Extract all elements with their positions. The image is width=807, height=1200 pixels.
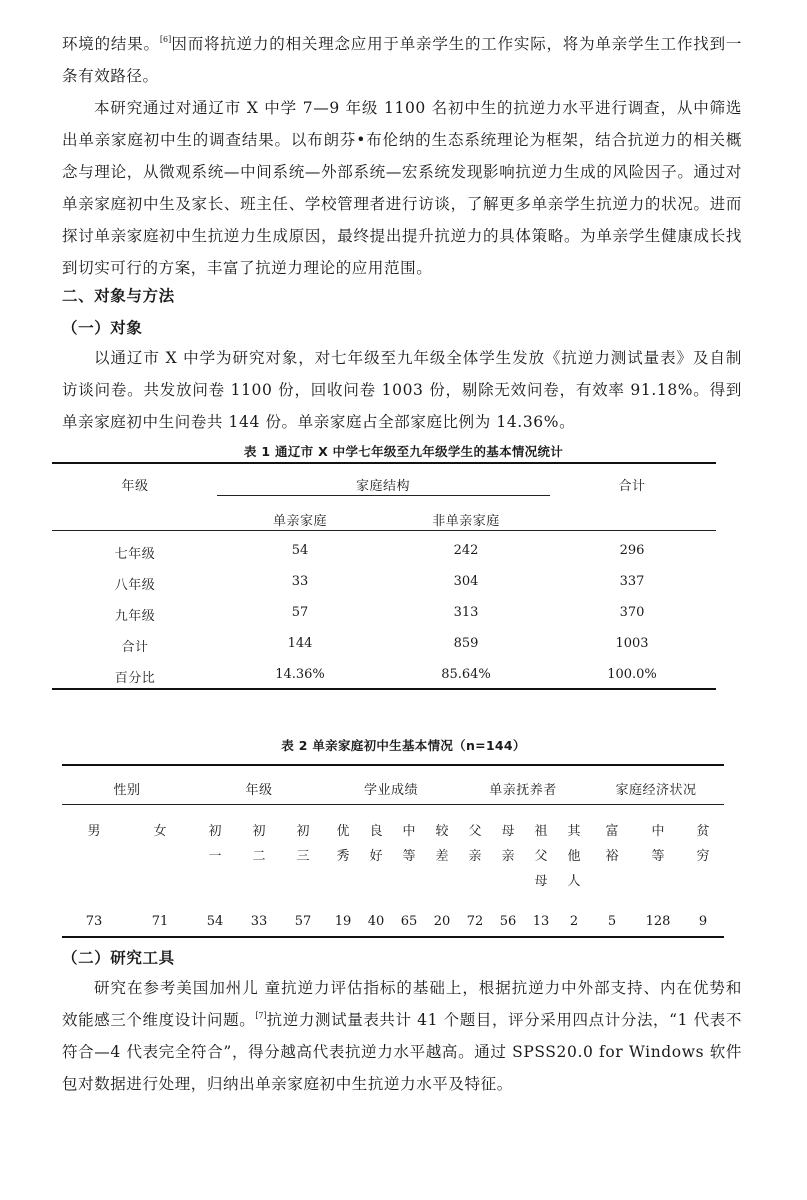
table-1-header-grade: 年级	[121, 479, 149, 494]
table-1-row-label: 九年级	[114, 609, 156, 624]
table-2-caption: 表 2 单亲家庭初中生基本情况（n=144）	[281, 738, 526, 753]
table-2-col-label: 中等	[651, 824, 665, 864]
paragraph-text: 研究在参考美国加州儿 童抗逆力评估指标的基础上，根据抗逆力中外部支持、内在优势和效能感三个维度设计问题。	[62, 979, 742, 1029]
table-2-col-label: 中等	[402, 824, 416, 864]
paragraph-intro-continuation	[62, 28, 742, 92]
table-2-top-rule	[62, 764, 724, 766]
table-2-cell-value: 73	[85, 914, 103, 929]
table-2-cell-value: 2	[569, 914, 579, 929]
paragraph-research-overview: 本研究通过对通辽市 X 中学 7—9 年级 1100 名初中生的抗逆力水平进行调查，从中筛选出单亲家庭初中生的调查结果。以布朗芬•布伦纳的生态系统理论为框架，结合抗逆力的相关概念与理论，从微观系统—中间系统—外部系统—宏系统发现影响抗逆力生成的风险因子。通过对单亲家庭初中生及家长、班主任、学校管理者进行访谈，了解更多单亲学生抗逆力的状况。进而探讨单亲家庭初中生抗逆力生成原因，最终提出提升抗逆力的具体策略。为单亲学生健康成长找到切实可行的方案，丰富了抗逆力理论的应用范围。	[62, 99, 742, 277]
table-2-group-rule	[62, 804, 724, 805]
table-1-cell-non-single: 242	[453, 543, 479, 558]
table-2-cell-value: 13	[532, 914, 550, 929]
table-2-col-label: 男	[87, 824, 101, 839]
table-1-cell-non-single: 313	[453, 605, 479, 620]
table-2-cell-value: 71	[151, 914, 169, 929]
table-1-header-non-single: 非单亲家庭	[432, 514, 500, 529]
table-1-cell-total: 296	[619, 543, 645, 558]
table-2-col-label: 初一	[208, 824, 222, 864]
table-2-cell-value: 56	[499, 914, 517, 929]
table-2-col-label: 初三	[296, 824, 310, 864]
table-2-group-grade: 年级	[245, 783, 273, 798]
citation-ref: [6]	[159, 35, 172, 44]
table-2-col-label: 其他人	[567, 824, 581, 889]
table-2-col-label: 富裕	[605, 824, 619, 864]
table-1-cell-total: 1003	[615, 636, 649, 651]
table-2-cell-value: 20	[433, 914, 451, 929]
table-1-cell-single: 54	[291, 543, 309, 558]
table-1-cell-non-single: 85.64%	[441, 667, 491, 682]
table-2-group-performance: 学业成绩	[363, 783, 419, 798]
table-2-cell-value: 19	[334, 914, 352, 929]
table-2-bottom-rule	[62, 936, 724, 938]
table-1-row-label: 合计	[121, 640, 149, 655]
paragraph-objects: 以通辽市 X 中学为研究对象，对七年级至九年级全体学生发放《抗逆力测试量表》及自制访谈问卷。共发放问卷 1100 份，回收问卷 1003 份，剔除无效问卷，有效率 91.18%。得到单亲家庭初中生问卷共 144 份。单亲家庭占全部家庭比例为 14.36%。	[62, 349, 742, 431]
table-1-row-label: 八年级	[114, 578, 156, 593]
citation-ref: [7]	[255, 1011, 267, 1020]
table-1-caption: 表 1 通辽市 X 中学七年级至九年级学生的基本情况统计	[243, 444, 564, 459]
subsection-heading-objects: （一）对象	[62, 319, 143, 337]
table-1-cell-single: 33	[291, 574, 309, 589]
table-1-header-single: 单亲家庭	[272, 514, 328, 529]
table-1-cell-non-single: 859	[453, 636, 479, 651]
table-2-col-label: 良好	[369, 824, 383, 864]
table-1-cell-total: 100.0%	[607, 667, 657, 682]
table-2-cell-value: 5	[607, 914, 617, 929]
table-1-cell-non-single: 304	[453, 574, 479, 589]
table-1-top-rule	[52, 462, 716, 464]
paragraph-text: 环境的结果。	[62, 35, 160, 53]
table-2-cell-value: 33	[250, 914, 268, 929]
table-2-cell-value: 9	[698, 914, 708, 929]
table-2-col-label: 初二	[252, 824, 266, 864]
table-1-cell-single: 57	[291, 605, 309, 620]
table-2-col-label: 女	[153, 824, 167, 839]
table-2-cell-value: 54	[206, 914, 224, 929]
table-1-cell-total: 370	[619, 605, 645, 620]
table-1-row-label: 百分比	[114, 671, 156, 686]
table-2-col-label: 贫穷	[696, 824, 710, 864]
table-1-cell-single: 144	[287, 636, 313, 651]
table-2-cell-value: 57	[294, 914, 312, 929]
table-1-header-total: 合计	[618, 479, 646, 494]
paragraph-research-tools	[62, 972, 742, 1100]
table-1-cell-single: 14.36%	[275, 667, 325, 682]
table-1-row-label: 七年级	[114, 547, 156, 562]
table-2-col-label: 祖父母	[534, 824, 548, 889]
table-2-cell-value: 72	[466, 914, 484, 929]
paragraph-text: 因而将抗逆力的相关理念应用于单亲学生的工作实际，将为单亲学生工作找到一条有效路径。	[62, 35, 742, 85]
table-2-group-economy: 家庭经济状况	[615, 783, 697, 798]
table-1-header-rule	[52, 530, 716, 531]
table-1-cell-total: 337	[619, 574, 645, 589]
table-1-group-rule	[217, 495, 550, 496]
table-2-cell-value: 40	[367, 914, 385, 929]
table-2-col-label: 较差	[435, 824, 449, 864]
table-2-col-label: 优秀	[336, 824, 350, 864]
table-2-group-gender: 性别	[113, 783, 141, 798]
table-2-cell-value: 128	[645, 914, 671, 929]
section-heading-objects-methods: 二、对象与方法	[62, 287, 175, 305]
table-2-col-label: 父亲	[468, 824, 482, 864]
table-2-group-guardian: 单亲抚养者	[489, 783, 557, 798]
paragraph-text: 抗逆力测试量表共计 41 个题目，评分采用四点计分法，“1 代表不符合—4 代表完全符合”，得分越高代表抗逆力水平越高。通过 SPSS20.0 for Windows 软件包对数据进行处理，归纳出单亲家庭初中生抗逆力水平及特征。	[62, 1011, 743, 1093]
table-2-col-label: 母亲	[501, 824, 515, 864]
table-2-cell-value: 65	[400, 914, 418, 929]
table-1-header-family-structure: 家庭结构	[355, 479, 411, 494]
table-1-bottom-rule	[52, 688, 716, 690]
subsection-heading-research-tools: （二）研究工具	[62, 949, 175, 967]
